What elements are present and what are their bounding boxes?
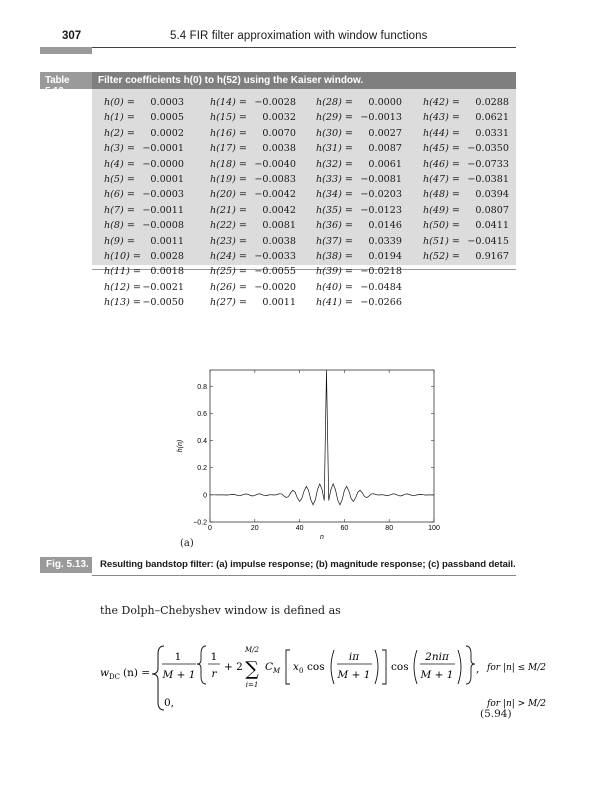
figure-rule bbox=[92, 575, 516, 576]
coef-value: 0.0061 bbox=[368, 158, 402, 170]
eq-frac1-den: M + 1 bbox=[162, 669, 196, 681]
eq-paren1-open bbox=[331, 650, 334, 684]
coef-value: −0.0055 bbox=[254, 266, 296, 278]
plot-frame bbox=[210, 370, 434, 522]
coef-row bbox=[104, 141, 184, 156]
coef-row bbox=[316, 234, 402, 249]
coef-label: h(1) = bbox=[104, 112, 135, 124]
eq-bracket-close bbox=[382, 650, 386, 684]
eq-bracket-open bbox=[286, 650, 290, 684]
coef-value: −0.0266 bbox=[360, 297, 402, 309]
coef-label: h(33) = bbox=[316, 173, 353, 185]
coef-row bbox=[423, 110, 509, 125]
y-tick-label: 0 bbox=[203, 492, 207, 500]
coef-value: −0.0042 bbox=[254, 189, 296, 201]
coef-value: −0.0733 bbox=[467, 158, 509, 170]
coef-row bbox=[210, 249, 296, 264]
coef-value: −0.0040 bbox=[254, 158, 296, 170]
coef-value: 0.0027 bbox=[368, 127, 402, 139]
coef-row bbox=[104, 218, 184, 233]
coef-row bbox=[316, 157, 402, 172]
coef-label: h(22) = bbox=[210, 220, 247, 232]
coef-value: −0.0123 bbox=[360, 204, 402, 216]
running-head: 5.4 FIR filter approximation with window functions bbox=[170, 30, 428, 42]
y-tick-label: 0.6 bbox=[197, 410, 207, 418]
eq-paren1-close bbox=[375, 650, 378, 684]
eq-frac4-num: 2niπ bbox=[425, 651, 449, 663]
coef-row bbox=[210, 157, 296, 172]
eq-x0: x bbox=[293, 661, 299, 673]
impulse-response-line bbox=[210, 370, 434, 504]
coef-value: 0.0003 bbox=[150, 97, 184, 108]
x-tick-label: 60 bbox=[340, 525, 349, 532]
coef-row bbox=[316, 295, 402, 310]
coef-row bbox=[316, 126, 402, 141]
coef-row bbox=[210, 95, 296, 110]
coef-row bbox=[423, 249, 509, 264]
coef-label: h(32) = bbox=[316, 158, 353, 170]
coef-label: h(15) = bbox=[210, 112, 247, 124]
coef-value: −0.0021 bbox=[142, 281, 184, 293]
coef-row bbox=[104, 203, 184, 218]
coef-value: −0.0011 bbox=[142, 204, 184, 216]
eq-c: C bbox=[265, 661, 274, 673]
x-tick-label: 80 bbox=[385, 525, 394, 532]
coef-row bbox=[316, 187, 402, 202]
coef-value: −0.0020 bbox=[254, 281, 296, 293]
coef-label: h(7) = bbox=[104, 204, 135, 216]
coef-row bbox=[210, 187, 296, 202]
coef-label: h(46) = bbox=[423, 158, 460, 170]
coef-value: 0.0146 bbox=[368, 220, 402, 232]
coef-column-2 bbox=[210, 95, 296, 310]
coef-row bbox=[316, 280, 402, 295]
coef-label: h(47) = bbox=[423, 173, 460, 185]
coef-row bbox=[316, 203, 402, 218]
coef-label: h(21) = bbox=[210, 204, 247, 216]
coef-row bbox=[316, 141, 402, 156]
coef-row bbox=[104, 126, 184, 141]
coef-label: h(0) = bbox=[104, 97, 135, 108]
coef-value: 0.0807 bbox=[475, 204, 509, 216]
coef-value: −0.0381 bbox=[467, 173, 509, 185]
coef-row bbox=[210, 234, 296, 249]
coef-label: h(37) = bbox=[316, 235, 353, 247]
coef-label: h(30) = bbox=[316, 127, 353, 139]
coef-label: h(9) = bbox=[104, 235, 135, 247]
coef-label: h(6) = bbox=[104, 189, 135, 201]
coef-value: 0.9167 bbox=[475, 250, 509, 262]
coef-value: 0.0411 bbox=[475, 220, 509, 232]
eq-cos1: cos bbox=[307, 661, 325, 673]
coef-row bbox=[210, 110, 296, 125]
x-axis-label: n bbox=[320, 534, 324, 541]
eq-frac4-den: M + 1 bbox=[420, 669, 454, 681]
coef-value: −0.0350 bbox=[467, 143, 509, 155]
coef-row bbox=[210, 280, 296, 295]
equation-5-94 bbox=[100, 632, 547, 714]
coef-label: h(10) = bbox=[104, 250, 141, 262]
coef-row bbox=[104, 249, 184, 264]
coef-value: −0.0415 bbox=[467, 235, 509, 247]
coef-value: −0.0001 bbox=[142, 143, 184, 155]
eq-inner-brace bbox=[197, 646, 206, 684]
eq-cos2: cos bbox=[391, 661, 409, 673]
coef-value: 0.0081 bbox=[262, 220, 296, 232]
coef-value: −0.0028 bbox=[254, 97, 296, 108]
coef-row bbox=[423, 203, 509, 218]
eq-frac2-num: 1 bbox=[210, 651, 218, 663]
impulse-response-chart bbox=[170, 360, 440, 540]
coef-value: 0.0005 bbox=[150, 112, 184, 124]
coef-column-1 bbox=[104, 95, 184, 310]
coef-label: h(28) = bbox=[316, 97, 353, 108]
x-tick-label: 40 bbox=[295, 525, 304, 532]
coef-label: h(12) = bbox=[104, 281, 141, 293]
equation-number: (5.94) bbox=[480, 708, 512, 720]
eq-cond1: for |n| ≤ M/2 bbox=[487, 663, 547, 673]
coef-label: h(36) = bbox=[316, 220, 353, 232]
coef-label: h(49) = bbox=[423, 204, 460, 216]
coef-row bbox=[316, 110, 402, 125]
coef-row bbox=[316, 264, 402, 279]
coef-row bbox=[104, 172, 184, 187]
eq-inner-brace-close bbox=[466, 646, 475, 684]
coef-row bbox=[316, 95, 402, 110]
coef-label: h(27) = bbox=[210, 297, 247, 309]
coef-row bbox=[104, 187, 184, 202]
coef-label: h(51) = bbox=[423, 235, 460, 247]
coef-value: 0.0011 bbox=[262, 297, 296, 309]
coef-label: h(20) = bbox=[210, 189, 247, 201]
coef-label: h(48) = bbox=[423, 189, 460, 201]
coef-row bbox=[104, 110, 184, 125]
coef-row bbox=[316, 249, 402, 264]
coef-row bbox=[423, 95, 509, 110]
eq-frac3-num: iπ bbox=[348, 651, 360, 663]
coef-row bbox=[104, 157, 184, 172]
coef-row bbox=[210, 172, 296, 187]
eq-paren2-close bbox=[458, 650, 461, 684]
coef-label: h(31) = bbox=[316, 143, 353, 155]
coef-value: −0.0033 bbox=[254, 250, 296, 262]
coef-label: h(2) = bbox=[104, 127, 135, 139]
coef-value: −0.0218 bbox=[360, 266, 402, 278]
coef-label: h(25) = bbox=[210, 266, 247, 278]
coef-row bbox=[210, 295, 296, 310]
coef-row bbox=[210, 141, 296, 156]
coef-row bbox=[210, 203, 296, 218]
eq-sum-sign: ∑ bbox=[245, 658, 259, 680]
eq-x0-sub: 0 bbox=[299, 667, 304, 675]
coef-row bbox=[423, 187, 509, 202]
coef-value: −0.0000 bbox=[142, 158, 184, 170]
header-rule bbox=[92, 47, 516, 48]
coef-label: h(34) = bbox=[316, 189, 353, 201]
coef-value: −0.0050 bbox=[142, 297, 184, 309]
coef-value: 0.0339 bbox=[368, 235, 402, 247]
coef-label: h(13) = bbox=[104, 297, 141, 309]
coef-label: h(42) = bbox=[423, 97, 460, 108]
coef-value: 0.0042 bbox=[262, 204, 296, 216]
figure-label: Fig. 5.13. bbox=[40, 557, 92, 573]
coef-row bbox=[316, 218, 402, 233]
x-tick-label: 20 bbox=[250, 525, 259, 532]
y-tick-label: 0.2 bbox=[197, 465, 207, 473]
eq-sum-lower: i=1 bbox=[245, 681, 259, 689]
coef-value: 0.0028 bbox=[150, 250, 184, 262]
coef-row bbox=[104, 234, 184, 249]
coef-row bbox=[316, 172, 402, 187]
x-tick-label: 100 bbox=[428, 525, 440, 532]
coef-value: 0.0621 bbox=[475, 112, 509, 124]
header-tab bbox=[40, 47, 92, 54]
eq-cond2: for |n| > M/2 bbox=[487, 699, 547, 709]
coef-label: h(40) = bbox=[316, 281, 353, 293]
coef-label: h(19) = bbox=[210, 173, 247, 185]
coef-label: h(50) = bbox=[423, 220, 460, 232]
coef-label: h(38) = bbox=[316, 250, 353, 262]
eq-lhs: w bbox=[100, 667, 109, 679]
coef-row bbox=[104, 295, 184, 310]
coef-column-3 bbox=[316, 95, 402, 310]
eq-sum-upper: M/2 bbox=[245, 646, 259, 654]
coef-row bbox=[423, 218, 509, 233]
coef-label: h(26) = bbox=[210, 281, 247, 293]
coef-value: −0.0008 bbox=[142, 220, 184, 232]
coef-value: −0.0484 bbox=[360, 281, 402, 293]
page-number: 307 bbox=[62, 30, 82, 42]
coef-value: −0.0083 bbox=[254, 173, 296, 185]
coef-label: h(17) = bbox=[210, 143, 247, 155]
coef-column-4 bbox=[423, 95, 509, 264]
coef-value: 0.0194 bbox=[368, 250, 402, 262]
coef-label: h(52) = bbox=[423, 250, 460, 262]
coef-row bbox=[423, 157, 509, 172]
eq-plus-two: + 2 bbox=[224, 661, 243, 673]
coef-value: 0.0288 bbox=[475, 97, 509, 108]
coef-label: h(23) = bbox=[210, 235, 247, 247]
table-caption: Filter coefficients h(0) to h(52) using the Kaiser window. bbox=[92, 72, 516, 89]
coef-value: 0.0394 bbox=[475, 189, 509, 201]
coef-value: 0.0331 bbox=[475, 127, 509, 139]
coef-label: h(39) = bbox=[316, 266, 353, 278]
eq-zero: 0, bbox=[164, 697, 175, 709]
coef-label: h(18) = bbox=[210, 158, 247, 170]
coef-label: h(14) = bbox=[210, 97, 247, 108]
coef-label: h(43) = bbox=[423, 112, 460, 124]
coef-value: −0.0081 bbox=[360, 173, 402, 185]
coef-label: h(35) = bbox=[316, 204, 353, 216]
eq-frac1-num: 1 bbox=[174, 651, 182, 663]
coef-row bbox=[210, 126, 296, 141]
coef-value: 0.0070 bbox=[262, 127, 296, 139]
x-tick-label: 0 bbox=[208, 525, 212, 532]
y-tick-label: 0.4 bbox=[197, 438, 207, 446]
coef-row bbox=[423, 172, 509, 187]
coef-label: h(5) = bbox=[104, 173, 135, 185]
eq-comma: , bbox=[476, 663, 480, 675]
coef-value: 0.0011 bbox=[150, 235, 184, 247]
coef-label: h(4) = bbox=[104, 158, 135, 170]
coef-label: h(3) = bbox=[104, 143, 135, 155]
coef-row bbox=[210, 264, 296, 279]
coef-label: h(8) = bbox=[104, 220, 135, 232]
coef-label: h(29) = bbox=[316, 112, 353, 124]
coef-value: −0.0203 bbox=[360, 189, 402, 201]
coef-value: 0.0032 bbox=[262, 112, 296, 124]
eq-lhs-sub: DC bbox=[109, 673, 120, 681]
coef-value: 0.0038 bbox=[262, 143, 296, 155]
y-axis-label: h(n) bbox=[177, 439, 184, 453]
coef-row bbox=[210, 218, 296, 233]
coef-label: h(41) = bbox=[316, 297, 353, 309]
body-paragraph: the Dolph–Chebyshev window is defined as bbox=[100, 604, 341, 617]
coef-label: h(11) = bbox=[104, 266, 141, 278]
coef-value: 0.0001 bbox=[150, 173, 184, 185]
y-tick-label: −0.2 bbox=[193, 519, 207, 527]
eq-c-sub: M bbox=[273, 667, 281, 675]
coef-row bbox=[104, 264, 184, 279]
coef-row bbox=[104, 95, 184, 110]
eq-lhs-arg: (n) = bbox=[123, 667, 151, 679]
coef-value: 0.0000 bbox=[368, 97, 402, 108]
coef-value: 0.0087 bbox=[368, 143, 402, 155]
coef-row bbox=[423, 141, 509, 156]
coef-label: h(24) = bbox=[210, 250, 247, 262]
coef-value: 0.0038 bbox=[262, 235, 296, 247]
coef-label: h(45) = bbox=[423, 143, 460, 155]
panel-label: (a) bbox=[180, 538, 194, 549]
coef-value: −0.0013 bbox=[360, 112, 402, 124]
coef-row bbox=[423, 126, 509, 141]
eq-paren2-open bbox=[414, 650, 417, 684]
coef-value: 0.0002 bbox=[150, 127, 184, 139]
coef-value: 0.0018 bbox=[150, 266, 184, 278]
table-label: Table 5.10. bbox=[40, 72, 92, 89]
coef-label: h(44) = bbox=[423, 127, 460, 139]
figure-caption: Resulting bandstop filter: (a) impulse response; (b) magnitude response; (c) passband detail. bbox=[100, 559, 516, 570]
coef-value: −0.0003 bbox=[142, 189, 184, 201]
coef-row bbox=[104, 280, 184, 295]
eq-frac2-den: r bbox=[211, 668, 217, 680]
eq-frac3-den: M + 1 bbox=[337, 669, 371, 681]
coef-row bbox=[423, 234, 509, 249]
coef-label: h(16) = bbox=[210, 127, 247, 139]
y-tick-label: 0.8 bbox=[197, 383, 207, 391]
